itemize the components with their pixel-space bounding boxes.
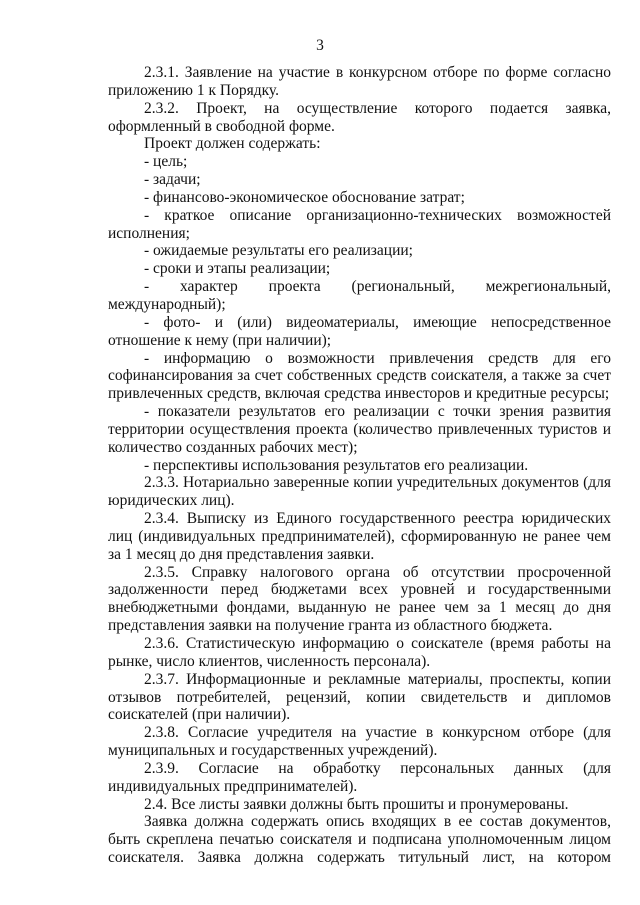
list-item-expected-results: - ожидаемые результаты его реализации; bbox=[144, 242, 413, 260]
paragraph-2-3-3: 2.3.3. Нотариально заверенные копии учредительных документов (для юридических лиц). bbox=[108, 474, 611, 510]
list-item-prospects: - перспективы использования результатов его реализации. bbox=[144, 456, 529, 474]
list-item-capabilities: - краткое описание организационно-технических возможностей исполнения; bbox=[108, 206, 611, 242]
paragraph-application-requirements: Заявка должна содержать опись входящих в ее состав документов, быть скреплена печатью соискателя и подписана уполномоченным лицом соискателя. Заявка должна содержать титульный лист, на котором bbox=[108, 813, 611, 867]
list-item-timeline: - сроки и этапы реализации; bbox=[144, 260, 331, 278]
paragraph-2-3-1: 2.3.1. Заявление на участие в конкурсном отборе по форме согласно приложению 1 к Порядку. bbox=[108, 64, 611, 99]
list-item-photo-video: - фото- и (или) видеоматериалы, имеющие непосредственное отношение к нему (при наличии); bbox=[108, 313, 611, 349]
paragraph-project-contents-intro: Проект должен содержать: bbox=[144, 135, 321, 153]
paragraph-2-3-6: 2.3.6. Статистическую информацию о соискателе (время работы на рынке, число клиентов, численность персонала). bbox=[108, 635, 611, 670]
list-item-cost-justification: - финансово-экономическое обоснование затрат; bbox=[144, 188, 465, 206]
list-item-goal: - цель; bbox=[144, 153, 188, 171]
document-body bbox=[108, 64, 611, 867]
paragraph-2-3-5: 2.3.5. Справку налогового органа об отсутствии просроченной задолженности перед бюджетами всех уровней и государственными внебюджетными фондами, выданную не ранее чем за 1 месяц до дня представления заявки на получение гранта из областного бюджета. bbox=[108, 563, 611, 635]
paragraph-2-3-7: 2.3.7. Информационные и рекламные материалы, проспекты, копии отзывов потребителей, рецензий, копии свидетельств и дипломов соискателей (при наличии). bbox=[108, 670, 611, 724]
list-item-cofinancing: - информацию о возможности привлечения средств для его софинансирования за счет собственных средств соискателя, а также за счет привлеченных средств, включая средства инвесторов и кредитные ресурсы; bbox=[108, 349, 611, 403]
paragraph-2-3-9: 2.3.9. Согласие на обработку персональных данных (для индивидуальных предпринимателей). bbox=[108, 759, 611, 795]
paragraph-2-3-8: 2.3.8. Согласие учредителя на участие в конкурсном отборе (для муниципальных и государственных учреждений). bbox=[108, 724, 611, 760]
list-item-tasks: - задачи; bbox=[144, 171, 201, 189]
paragraph-2-3-2: 2.3.2. Проект, на осуществление которого подается заявка, оформленный в свободной форме. bbox=[108, 99, 611, 135]
list-item-result-indicators: - показатели результатов его реализации с точки зрения развития территории осуществления проекта (количество привлеченных туристов и количество созданных рабочих мест); bbox=[108, 403, 611, 456]
page-number: 3 bbox=[316, 37, 324, 54]
paragraph-2-3-4: 2.3.4. Выписку из Единого государственного реестра юридических лиц (индивидуальных предпринимателей), сформированную не ранее чем за 1 месяц до дня представления заявки. bbox=[108, 510, 611, 563]
paragraph-2-4: 2.4. Все листы заявки должны быть прошиты и пронумерованы. bbox=[144, 795, 569, 813]
list-item-project-character: - характер проекта (региональный, межрегиональный, международный); bbox=[108, 278, 611, 313]
